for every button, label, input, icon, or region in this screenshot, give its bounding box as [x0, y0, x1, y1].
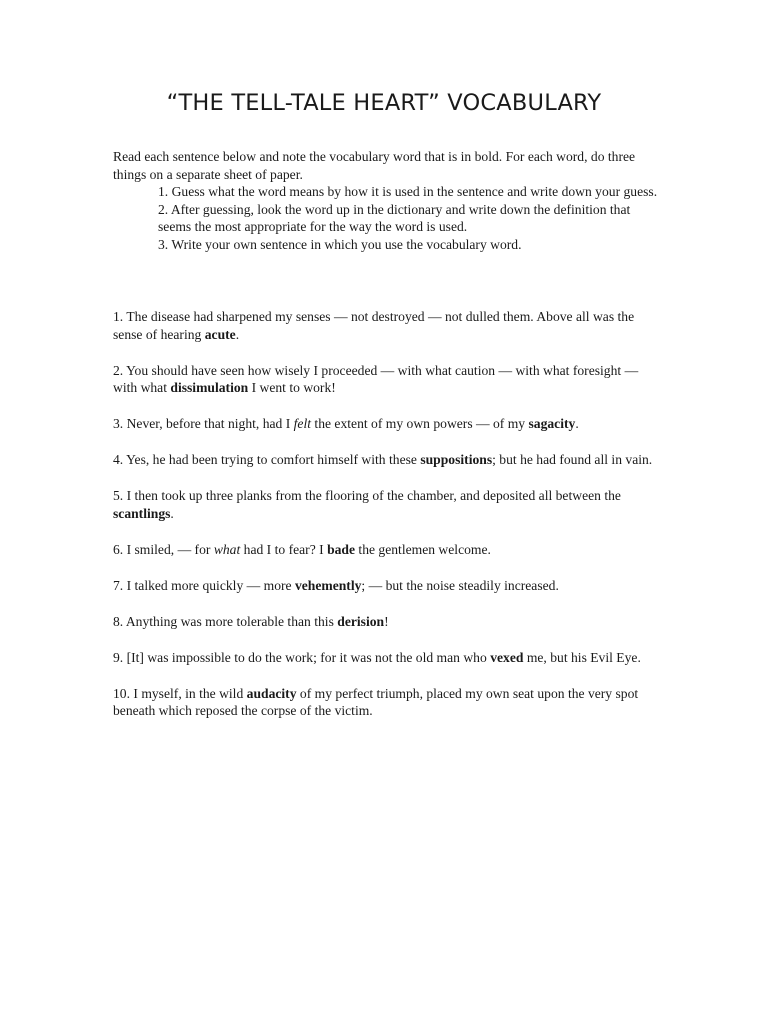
vocab-word: vehemently	[294, 577, 362, 593]
vocab-word: vexed	[490, 649, 524, 665]
sentence-item: 1. The disease had sharpened my senses — not destroyed — not dulled them. Above all was the sense of hearing acute.	[113, 309, 635, 342]
sentence-item: 5. I then took up three planks from the flooring of the chamber, and deposited all between the scantlings.	[113, 488, 621, 521]
sentence-item: 4. Yes, he had been trying to comfort himself with these suppositions; but he had found all in vain.	[113, 452, 653, 467]
vocab-word: derision	[337, 613, 385, 629]
vocab-word: audacity	[246, 685, 297, 701]
sentence-item: 7. I talked more quickly — more vehemently; — but the noise steadily increased.	[113, 577, 559, 593]
emphasis-word: what	[213, 541, 241, 557]
sentence-item: 8. Anything was more tolerable than this derision!	[113, 613, 389, 629]
vocab-word: bade	[327, 541, 356, 557]
instruction-step: 1. Guess what the word means by how it is used in the sentence and write down your guess.	[158, 184, 658, 199]
instructions-intro: Read each sentence below and note the vocabulary word that is in bold. For each word, do three things on a separate sheet of paper.	[113, 149, 636, 182]
vocab-word: sagacity	[528, 416, 576, 431]
vocab-word: acute	[204, 326, 236, 342]
page-title: “THE TELL-TALE HEART” VOCABULARY	[166, 90, 602, 116]
vocab-word: suppositions	[420, 452, 493, 467]
vocab-word: scantlings	[113, 505, 171, 521]
sentence-item: 9. [It] was impossible to do the work; for it was not the old man who vexed me, but his Evil Eye.	[113, 649, 641, 665]
sentence-item: 10. I myself, in the wild audacity of my perfect triumph, placed my own seat upon the very spot beneath which reposed the corpse of the victim.	[113, 685, 639, 718]
vocabulary-sentences	[113, 308, 663, 738]
emphasis-word: felt	[293, 416, 312, 431]
instruction-step: 3. Write your own sentence in which you use the vocabulary word.	[158, 236, 522, 252]
sentence-item: 2. You should have seen how wisely I proceeded — with what caution — with what foresight — with what dissimulation I went to work!	[113, 362, 639, 395]
instruction-step: 2. After guessing, look the word up in the dictionary and write down the definition that seems the most appropriate for the way the word is used.	[158, 201, 631, 234]
instruction-steps	[158, 183, 663, 253]
vocab-word: dissimulation	[170, 380, 249, 395]
sentence-item: 3. Never, before that night, had I felt the extent of my own powers — of my sagacity.	[113, 416, 579, 431]
sentence-item: 6. I smiled, — for what had I to fear? I bade the gentlemen welcome.	[113, 541, 491, 557]
